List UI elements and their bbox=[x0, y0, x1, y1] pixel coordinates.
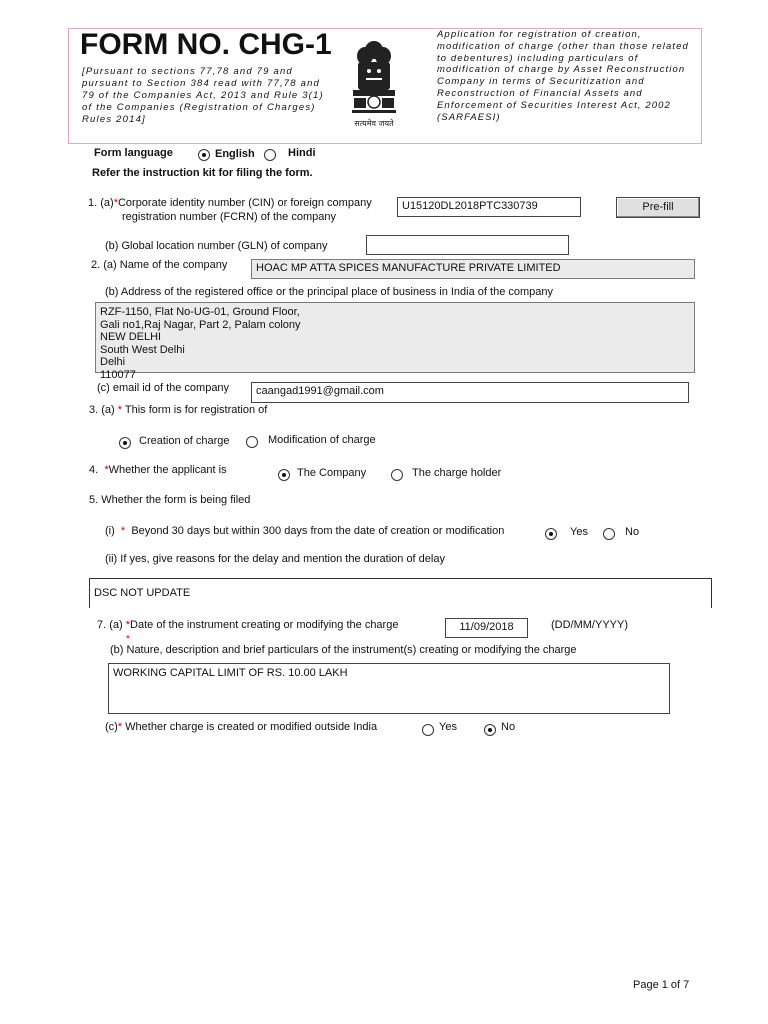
creation-of-charge-label: Creation of charge bbox=[139, 435, 230, 447]
applicant-company-label: The Company bbox=[297, 467, 367, 479]
q4-label: 4. *Whether the applicant is bbox=[89, 464, 227, 476]
delay-yes-label: Yes bbox=[570, 526, 588, 538]
instruction-kit-note: Refer the instruction kit for filing the form. bbox=[92, 167, 313, 179]
required-marker: * bbox=[104, 464, 109, 476]
q5-label: 5. Whether the form is being filed bbox=[89, 494, 251, 506]
modification-of-charge-label: Modification of charge bbox=[268, 434, 376, 446]
delay-no-radio[interactable] bbox=[603, 528, 615, 540]
q7b-label: (b) Nature, description and brief particulars of the instrument(s) creating or modifying the charge bbox=[110, 644, 577, 656]
gln-label: (b) Global location number (GLN) of company bbox=[105, 240, 328, 252]
q1-label-line2: registration number (FCRN) of the company bbox=[122, 211, 336, 223]
q1-number: 1. (a)*Corporate identity number (CIN) or foreign company bbox=[88, 197, 372, 209]
form-title: FORM NO. CHG-1 bbox=[80, 28, 332, 61]
language-english-radio[interactable] bbox=[198, 149, 210, 161]
date-format-hint: (DD/MM/YYYY) bbox=[551, 619, 628, 631]
emblem-motto: सत्यमेव जयते bbox=[354, 119, 394, 128]
q2-number: 2. (a) Name of the company bbox=[91, 259, 228, 271]
language-hindi-label: Hindi bbox=[288, 147, 316, 159]
required-marker: * bbox=[117, 721, 123, 733]
q3-label: 3. (a) * This form is for registration of bbox=[89, 404, 268, 416]
q5-i-label: (i) * Beyond 30 days but within 300 days from the date of creation or modification bbox=[105, 525, 505, 537]
q7c-label: (c)* Whether charge is created or modified outside India bbox=[105, 721, 378, 733]
applicant-charge-holder-label: The charge holder bbox=[412, 467, 502, 479]
form-language-label: Form language bbox=[94, 147, 173, 159]
address-label: (b) Address of the registered office or the principal place of business in India of the company bbox=[105, 286, 553, 298]
q7-label: 7. (a) *Date of the instrument creating or modifying the charge bbox=[97, 619, 399, 631]
outside-india-no-radio[interactable] bbox=[484, 724, 496, 736]
outside-india-yes-radio[interactable] bbox=[422, 724, 434, 736]
delay-no-label: No bbox=[625, 526, 640, 538]
pursuant-text: [Pursuant to sections 77,78 and 79 and pursuant to Section 384 read with 77,78 and 79 of the Companies Act, 2013 and Rule 3(1) of the Companies (Registration of Charges) Rules 2014] bbox=[82, 66, 324, 125]
language-hindi-radio[interactable] bbox=[264, 149, 276, 161]
outside-india-no-label: No bbox=[501, 721, 516, 733]
page-number: Page 1 of 7 bbox=[633, 979, 690, 991]
application-text: Application for registration of creation, modification of charge (other than those related to debentures) including particulars of modification of charge by Asset Reconstruction Company in terms of Securitization and Reconstruction of Financial Assets and Enforcement of Securities Interest Act, 2002 (SARFAESI) bbox=[437, 29, 689, 123]
required-marker: * bbox=[126, 634, 130, 645]
gln-field[interactable] bbox=[366, 235, 569, 255]
delay-reason-field[interactable] bbox=[89, 578, 712, 608]
outside-india-yes-label: Yes bbox=[439, 721, 457, 733]
delay-reason-text: DSC NOT UPDATE bbox=[94, 587, 191, 599]
email-field[interactable]: caangad1991@gmail.com bbox=[251, 382, 689, 403]
company-name-field[interactable]: HOAC MP ATTA SPICES MANUFACTURE PRIVATE LIMITED bbox=[251, 259, 695, 279]
address-field[interactable]: RZF-1150, Flat No-UG-01, Ground Floor, Gali no1,Raj Nagar, Part 2, Palam colony NEW DELHI South West Delhi Delhi 110077 bbox=[95, 302, 695, 373]
required-marker: * bbox=[125, 619, 131, 631]
required-marker: * bbox=[113, 197, 118, 209]
instrument-date-field[interactable]: 11/09/2018 bbox=[445, 618, 528, 638]
q5-ii-label: (ii) If yes, give reasons for the delay and mention the duration of delay bbox=[105, 553, 445, 565]
language-english-label: English bbox=[215, 148, 255, 160]
modification-of-charge-radio[interactable] bbox=[246, 436, 258, 448]
national-emblem-icon bbox=[344, 36, 404, 136]
email-label: (c) email id of the company bbox=[97, 382, 230, 394]
instrument-particulars-field[interactable]: WORKING CAPITAL LIMIT OF RS. 10.00 LAKH bbox=[108, 663, 670, 714]
cin-field[interactable]: U15120DL2018PTC330739 bbox=[397, 197, 581, 217]
required-marker: * bbox=[120, 525, 126, 537]
applicant-company-radio[interactable] bbox=[278, 469, 290, 481]
prefill-button[interactable]: Pre-fill bbox=[616, 197, 700, 218]
delay-yes-radio[interactable] bbox=[545, 528, 557, 540]
required-marker: * bbox=[117, 404, 123, 416]
applicant-charge-holder-radio[interactable] bbox=[391, 469, 403, 481]
creation-of-charge-radio[interactable] bbox=[119, 437, 131, 449]
